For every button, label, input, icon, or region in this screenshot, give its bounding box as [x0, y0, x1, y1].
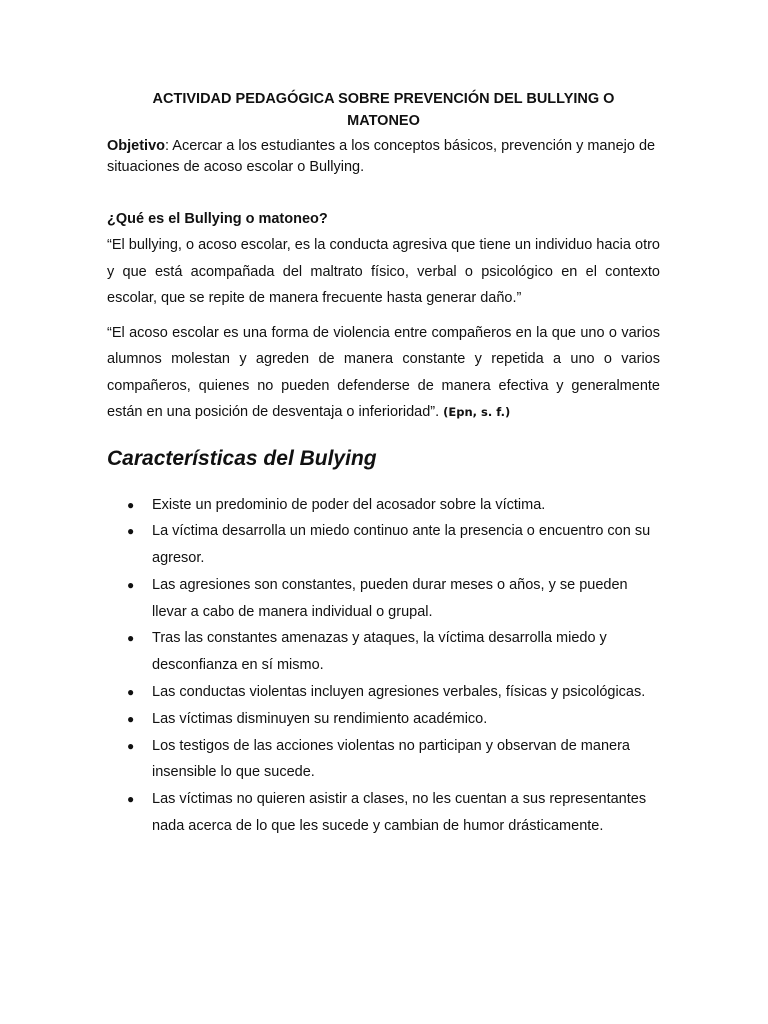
bullet-icon: ● [127, 792, 135, 807]
bullet-icon: ● [127, 711, 135, 726]
bullet-icon: ● [127, 631, 135, 646]
list-item-text: Las víctimas no quieren asistir a clases, no les cuentan a sus representantes nada acerca de lo que les sucede y cambian de humor drásticamente. [152, 791, 647, 835]
bullet-icon: ● [127, 685, 135, 700]
list-item [107, 572, 660, 626]
title-line-1: ACTIVIDAD PEDAGÓGICA SOBRE PREVENCIÓN DEL BULLYING O [152, 91, 615, 107]
bullet-icon: ● [127, 497, 135, 512]
list-item-text: Las agresiones son constantes, pueden durar meses o años, y se pueden llevar a cabo de manera individual o grupal. [152, 576, 628, 620]
bullet-icon: ● [127, 577, 135, 592]
document-page [107, 88, 660, 840]
characteristics-heading: Características del Bulying [107, 446, 377, 470]
document-title [107, 88, 660, 132]
list-item-text: Tras las constantes amenazas y ataques, la víctima desarrolla miedo y desconfianza en sí mismo. [152, 630, 607, 674]
objective-text: : Acercar a los estudiantes a los conceptos básicos, prevención y manejo de situaciones de acoso escolar o Bullying. [107, 138, 656, 175]
question-heading: ¿Qué es el Bullying o matoneo? [107, 211, 328, 227]
list-item-text: Los testigos de las acciones violentas no participan y observan de manera insensible lo que sucede. [152, 737, 630, 781]
list-item [107, 786, 660, 840]
characteristics-list [107, 492, 660, 840]
bullet-icon: ● [127, 524, 135, 539]
list-item [107, 679, 660, 706]
definition-quote-2 [107, 320, 660, 426]
bullet-icon: ● [127, 738, 135, 753]
list-item [107, 492, 660, 519]
list-item [107, 625, 660, 679]
list-item-text: Las víctimas disminuyen su rendimiento académico. [152, 710, 488, 727]
definition-quote-2-text: “El acoso escolar es una forma de violencia entre compañeros en la que uno o varios alumnos molestan y agreden de manera constante y repetida a uno o varios compañeros, quienes no pueden defenderse de manera efectiva y generalmente están en una posición de desventaja o inferioridad”. [107, 324, 660, 420]
objective-label: Objetivo [107, 138, 166, 154]
list-item-text: Las conductas violentas incluyen agresiones verbales, físicas y psicológicas. [152, 684, 646, 701]
title-line-2: MATONEO [347, 113, 420, 129]
definition-quote-1: “El bullying, o acoso escolar, es la conducta agresiva que tiene un individuo hacia otro y que está acompañada del maltrato físico, verbal o psicológico en el contexto escolar, que se repite de manera frecuente hasta generar daño.” [107, 237, 660, 306]
objective-paragraph [107, 136, 660, 178]
citation: (Epn, s. f.) [443, 405, 511, 419]
list-item [107, 733, 660, 787]
list-item [107, 706, 660, 733]
list-item [107, 518, 660, 572]
list-item-text: Existe un predominio de poder del acosador sobre la víctima. [152, 496, 546, 513]
list-item-text: La víctima desarrolla un miedo continuo ante la presencia o encuentro con su agresor. [152, 523, 651, 567]
